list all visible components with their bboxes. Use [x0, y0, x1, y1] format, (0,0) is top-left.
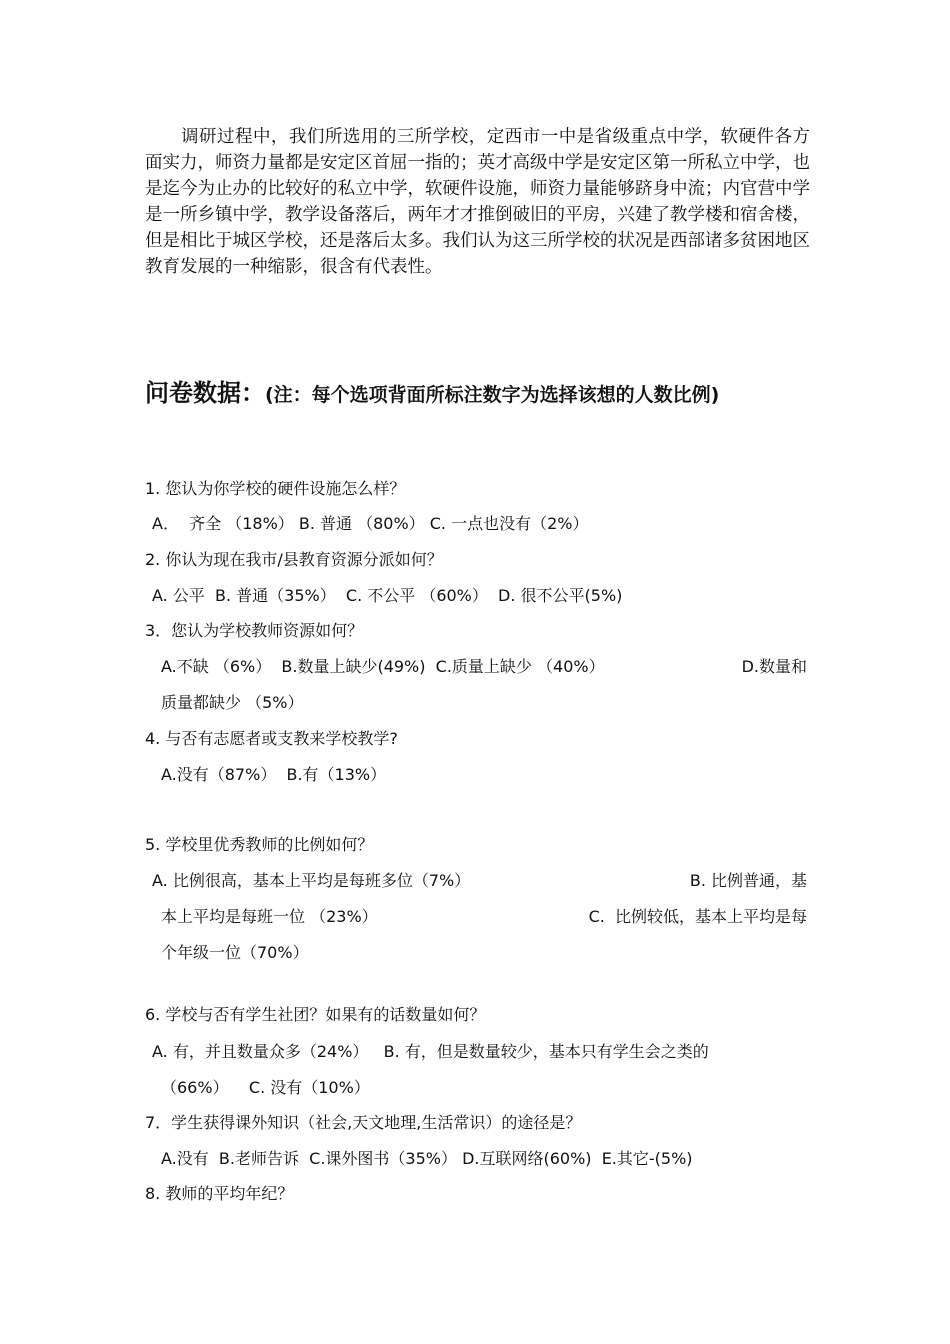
- question-3: 3．您认为学校教师资源如何？: [145, 621, 364, 640]
- heading-note: (注：每个选项背面所标注数字为选择该想的人数比例): [265, 384, 720, 406]
- question-6: 6. 学校与否有学生社团？如果有的话数量如何？: [145, 1005, 486, 1024]
- question-5-option-c-end: 个年级一位（70%）: [161, 943, 309, 962]
- question-2-options: A. 公平 B. 普通（35%） C. 不公平 （60%） D. 很不公平(5%): [152, 586, 623, 605]
- question-1-options: A． 齐全 （18%） B. 普通 （80%） C. 一点也没有（2%）: [152, 514, 589, 533]
- question-5: 5. 学校里优秀教师的比例如何？: [145, 835, 374, 854]
- question-6-options-line2: （66%） C. 没有（10%）: [161, 1078, 370, 1097]
- question-5-option-b-end: 本上平均是每班一位 （23%）: [161, 907, 378, 926]
- question-5-option-b-start: B. 比例普通，基: [689, 871, 807, 890]
- question-8: 8. 教师的平均年纪？: [145, 1184, 294, 1203]
- question-4: 4. 与否有志愿者或支教来学校教学?: [145, 729, 398, 748]
- question-1: 1. 您认为你学校的硬件设施怎么样？: [145, 479, 406, 498]
- question-3-options-line2: 质量都缺少 （5%）: [161, 693, 304, 712]
- question-6-options-line1: A. 有，并且数量众多（24%） B. 有，但是数量较少，基本只有学生会之类的: [152, 1042, 709, 1061]
- section-heading: [145, 374, 810, 415]
- question-4-options: A.没有（87%） B.有（13%）: [161, 765, 387, 784]
- heading-title: 问卷数据：: [145, 379, 265, 407]
- question-3-options-line1: A.不缺 （6%） B.数量上缺少(49%) C.质量上缺少 （40%）: [161, 657, 605, 676]
- intro-paragraph: 调研过程中，我们所选用的三所学校，定西市一中是省级重点中学，软硬件各方面实力，师资力量都是安定区首屈一指的；英才高级中学是安定区第一所私立中学，也是迄今为止办的比较好的私立中学，软硬件设施，师资力量能够跻身中流；内官营中学是一所乡镇中学，教学设备落后，两年才才推倒破旧的平房，兴建了教学楼和宿舍楼，但是相比于城区学校，还是落后太多。我们认为这三所学校的状况是西部诸多贫困地区教育发展的一种缩影，很含有代表性。: [145, 127, 810, 277]
- question-3-option-d: D.数量和: [741, 657, 807, 676]
- question-2: 2. 你认为现在我市/县教育资源分派如何？: [145, 550, 443, 569]
- question-5-option-a: A. 比例很高，基本上平均是每班多位（7%）: [152, 871, 471, 890]
- question-5-option-c-start: C. 比例较低，基本上平均是每: [588, 907, 807, 926]
- question-7-options: A.没有 B.老师告诉 C.课外图书（35%） D.互联网络(60%) E.其它-(5%): [161, 1149, 693, 1168]
- question-7: 7．学生获得课外知识（社会,天文地理,生活常识）的途径是？: [145, 1113, 582, 1132]
